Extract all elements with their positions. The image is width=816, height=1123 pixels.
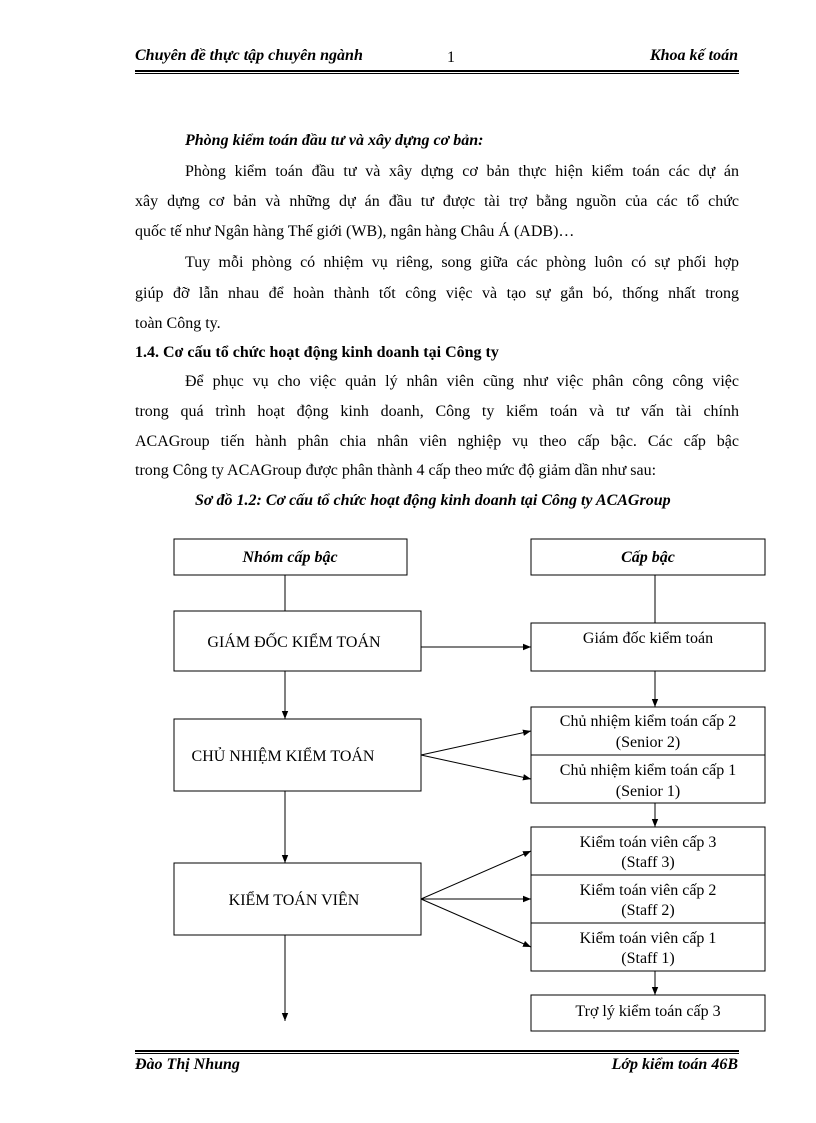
para1-line3: quốc tế như Ngân hàng Thế giới (WB), ngân hàng Châu Á (ADB)…	[135, 223, 575, 240]
para3-line1: Để phục vụ cho việc quản lý nhân viên cũng như việc phân công công việc	[185, 373, 739, 390]
rank-staff1-line1: Kiểm toán viên cấp 1	[579, 930, 717, 947]
footer-rule-thin	[135, 1053, 739, 1054]
rank-staff3-line2: (Staff 3)	[621, 854, 675, 871]
para2-line2: giúp đỡ lẫn nhau để hoàn thành tốt công việc và tạo sự gắn bó, thống nhất trong	[135, 285, 739, 302]
para1-line2: xây dựng cơ bản và những dự án đầu tư được tài trợ bằng nguồn của các tổ chức	[135, 193, 739, 210]
header-department: Khoa kế toán	[649, 47, 738, 64]
rank-staff2-line2: (Staff 2)	[621, 902, 675, 919]
para3-line4: trong Công ty ACAGroup được phân thành 4 cấp theo mức độ giảm dần như sau:	[135, 462, 657, 479]
rank-senior1-line2: (Senior 1)	[615, 783, 681, 800]
rank-senior2-line2: (Senior 2)	[615, 734, 681, 751]
section-heading: Phòng kiểm toán đầu tư và xây dựng cơ bản:	[185, 132, 484, 149]
para2-line1: Tuy mỗi phòng có nhiệm vụ riêng, song giữa các phòng luôn có sự phối hợp	[185, 254, 739, 271]
para3-line3: ACAGroup tiến hành phân chia nhân viên nghiệp vụ theo cấp bậc. Các cấp bậc	[135, 433, 739, 450]
diagram-caption: Sơ đồ 1.2: Cơ cấu tổ chức hoạt động kinh doanh tại Công ty ACAGroup	[195, 492, 671, 509]
rank-director-label: Giám đốc kiểm toán	[582, 630, 714, 647]
rank-senior2-line1: Chủ nhiệm kiểm toán cấp 2	[559, 713, 737, 730]
heading-1-4: 1.4. Cơ cấu tổ chức hoạt động kinh doanh tại Công ty	[135, 344, 499, 361]
para3-line2: trong quá trình hoạt động kinh doanh, Công ty kiểm toán và tư vấn tài chính	[135, 403, 739, 420]
footer-rule	[135, 1050, 739, 1052]
group-header-label: Nhóm cấp bậc	[242, 549, 338, 566]
rank-staff3-line1: Kiểm toán viên cấp 3	[579, 834, 717, 851]
rank-senior1-line1: Chủ nhiệm kiểm toán cấp 1	[559, 762, 737, 779]
group-auditor-label: KIỂM TOÁN VIÊN	[228, 892, 360, 909]
group-director-label: GIÁM ĐỐC KIỂM TOÁN	[207, 634, 381, 651]
para1-line1: Phòng kiểm toán đầu tư và xây dựng cơ bản thực hiện kiểm toán các dự án	[185, 163, 739, 180]
rank-assistant3-label: Trợ lý kiểm toán cấp 3	[575, 1003, 721, 1020]
rank-header-label: Cấp bậc	[621, 549, 675, 566]
rank-staff2-line1: Kiểm toán viên cấp 2	[579, 882, 717, 899]
footer-author: Đào Thị Nhung	[135, 1056, 240, 1073]
group-manager-label: CHỦ NHIỆM KIỂM TOÁN	[191, 748, 375, 765]
footer-class: Lớp kiểm toán 46B	[611, 1056, 738, 1073]
rank-staff1-line2: (Staff 1)	[621, 950, 675, 967]
header-title: Chuyên đề thực tập chuyên ngành	[135, 47, 363, 64]
para2-line3: toàn Công ty.	[135, 315, 221, 332]
page-number: 1	[447, 49, 455, 66]
